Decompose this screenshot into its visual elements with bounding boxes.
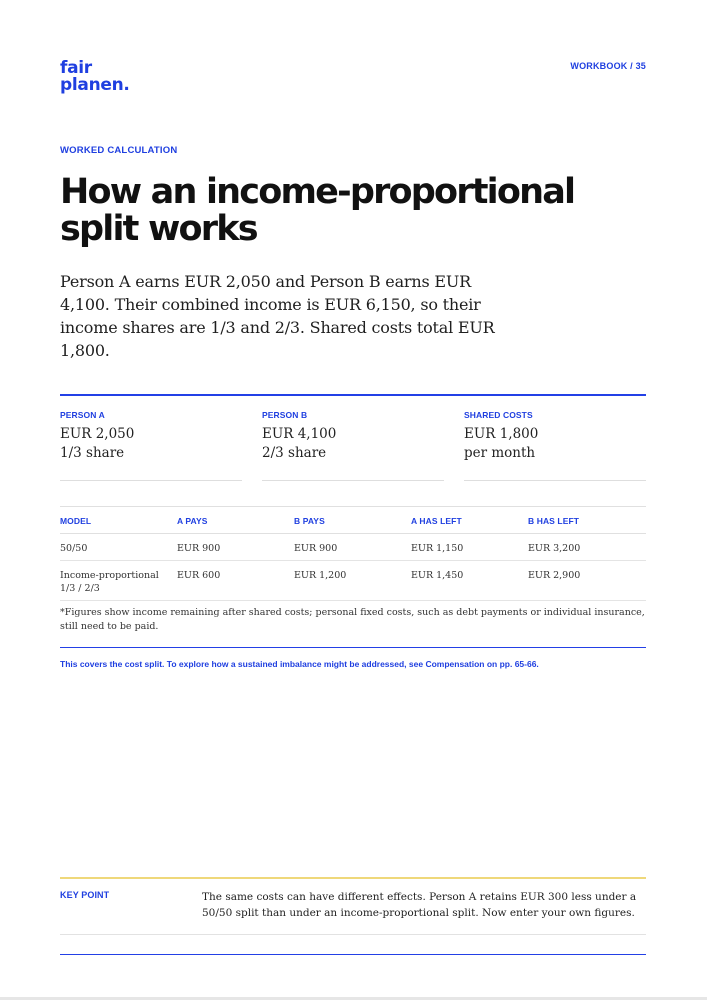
table-cell: EUR 900	[294, 534, 411, 561]
table-cell: 50/50	[60, 534, 177, 561]
card-detail: 2/3 share	[262, 445, 327, 461]
table-header-row	[60, 507, 646, 534]
lead-paragraph: Person A earns EUR 2,050 and Person B earns EUR 4,100. Their combined income is EUR 6,150, so their income shares are 1/3 and 2/3. Shared costs total EUR 1,800.	[60, 272, 495, 360]
table-cell: Income-proportional 1/3 / 2/3	[60, 561, 177, 601]
card-label: PERSON A	[60, 410, 105, 420]
col-header-model: MODEL	[60, 507, 177, 534]
key-point-label: KEY POINT	[60, 890, 110, 900]
table-cell: EUR 1,200	[294, 561, 411, 601]
card-label: SHARED COSTS	[464, 410, 533, 420]
card-detail: per month	[464, 445, 536, 461]
table-cell: EUR 600	[177, 561, 294, 601]
top-blue-rule	[60, 394, 646, 396]
table-cell: EUR 1,150	[411, 534, 528, 561]
table-cell: EUR 3,200	[528, 534, 646, 561]
section-eyebrow: WORKED CALCULATION	[60, 145, 178, 156]
card-person-a	[60, 408, 242, 481]
bottom-blue-rule	[60, 954, 646, 955]
logo-line-2: planen.	[60, 75, 130, 95]
col-header-b-pays: B PAYS	[294, 507, 411, 534]
footnote: *Figures show income remaining after shared costs; personal fixed costs, such as debt payments or individual insurance, still need to be paid.	[60, 607, 645, 632]
col-header-b-has-left: B HAS LEFT	[528, 507, 646, 534]
card-person-b	[262, 408, 444, 481]
card-label: PERSON B	[262, 410, 308, 420]
key-point-rule	[60, 877, 646, 879]
card-shared-costs	[464, 408, 646, 481]
table-cell: EUR 900	[177, 534, 294, 561]
page-title: How an income-proportional split works	[60, 172, 575, 249]
comparison-table	[60, 506, 646, 601]
key-point-text: The same costs can have different effects. Person A retains EUR 300 less under a 50/50 split than under an income-proportional split. Now enter your own figures.	[202, 891, 637, 919]
cover-note: This covers the cost split. To explore how a sustained imbalance might be addressed, see Compensation on pp. 65-66.	[60, 659, 539, 669]
col-header-a-pays: A PAYS	[177, 507, 294, 534]
page-reference: WORKBOOK / 35	[570, 61, 646, 71]
table-cell: EUR 2,900	[528, 561, 646, 601]
table-cell: EUR 1,450	[411, 561, 528, 601]
card-value: EUR 2,050	[60, 426, 135, 442]
card-value: EUR 4,100	[262, 426, 337, 442]
col-header-a-has-left: A HAS LEFT	[411, 507, 528, 534]
table-row	[60, 561, 646, 601]
card-detail: 1/3 share	[60, 445, 125, 461]
card-value: EUR 1,800	[464, 426, 539, 442]
table-row	[60, 534, 646, 561]
cover-note-rule	[60, 647, 646, 648]
fairplanen-logo	[60, 60, 130, 94]
logo-line-1: fair	[60, 58, 92, 78]
summary-cards	[60, 408, 646, 480]
key-point-divider	[60, 934, 646, 935]
